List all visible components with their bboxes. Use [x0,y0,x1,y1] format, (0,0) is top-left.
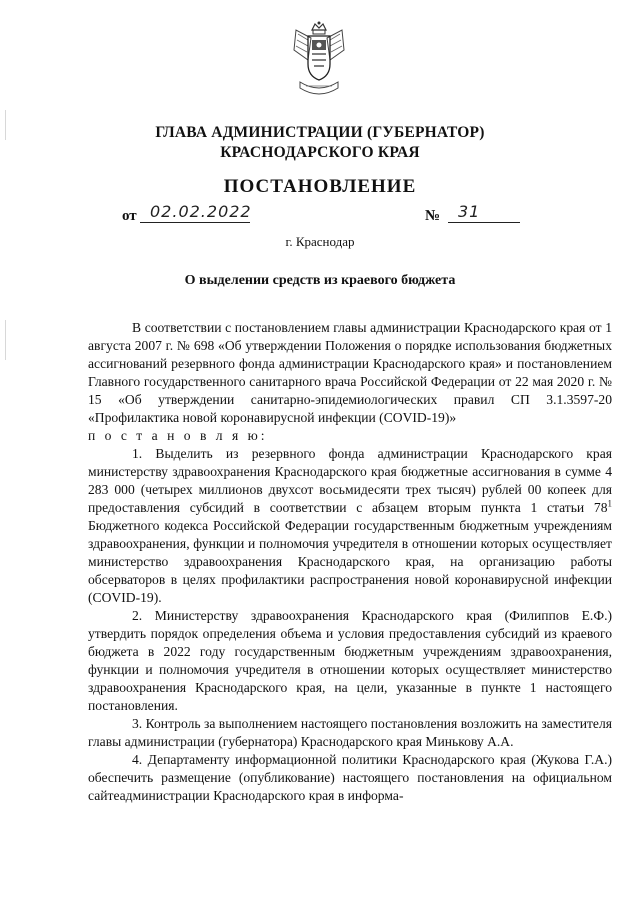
document-body [88,319,612,805]
paragraph-1-text-b: Бюджетного кодекса Российской Федерации государственным бюджетным учреждениям здравоохранения, функции и полномочия учредителя в отношении которых осуществляет министерство здравоохранения Краснодарского края, на организацию работы обсерваторов в целях профилактики распространения новой коронавирусной инфекции (COVID-19). [88,518,612,605]
number-underline [448,222,520,223]
scan-edge-mark [5,320,6,360]
intro-paragraph: В соответствии с постановлением главы администрации Краснодарского края от 1 августа 2007 г. № 698 «Об утверждении Положения о порядке использования бюджетных ассигнований резервного фонда администрации Краснодарского края» и постановлением Главного государственного санитарного врача Российской Федерации от 22 мая 2020 г. № 15 «Об утверждении санитарно-эпидемиологических правил СП 3.1.3597-20 «Профилактика новой коронавирусной инфекции (COVID-19)» [88,320,612,425]
paragraph-1 [88,445,612,607]
decree-word: п о с т а н о в л я ю: [88,428,268,443]
paragraph-2: 2. Министерству здравоохранения Краснодарского края (Филиппов Е.Ф.) утвердить порядок определения объема и условия предоставления субсидий из краевого бюджета в 2022 году государственным бюджетным учреждениям здравоохранения, функции и полномочия учредителя в отношении которых осуществляет министерство здравоохранения Краснодарского края, на цели, указанные в пункте 1 настоящего постановления. [88,608,612,713]
number-label: № [425,208,441,224]
document-subject: О выделении средств из краевого бюджета [184,273,456,288]
issuing-authority-line-1: ГЛАВА АДМИНИСТРАЦИИ (ГУБЕРНАТОР) [155,124,485,141]
article-superscript: 1 [607,498,612,509]
issuing-authority-line-2: КРАСНОДАРСКОГО КРАЯ [220,144,420,161]
date-label: от [122,208,137,224]
date-underline [140,222,250,223]
city-line: г. Краснодар [285,234,355,249]
paragraph-4: 4. Департаменту информационной политики Краснодарского края (Жукова Г.А.) обеспечить размещение (опубликование) настоящего постановления на официальном сайтеадминистрации Краснодарского края в информа- [88,752,612,803]
date-value-handwritten: 02.02.2022 [150,202,252,221]
number-value-handwritten: 31 [458,202,481,221]
paragraph-3: 3. Контроль за выполнением настоящего постановления возложить на заместителя главы администрации (губернатора) Краснодарского края Минькову А.А. [88,716,612,749]
document-type-title: ПОСТАНОВЛЕНИЕ [223,176,417,197]
paragraph-1-text-a: 1. Выделить из резервного фонда администрации Краснодарского края министерству здравоохранения Краснодарского края бюджетные ассигнования в сумме 4 283 000 (четырех миллионов двухсот восьмидесяти трех тысяч) рублей 00 копеек для предоставления субсидий в соответствии с абзацем вторым пункта 1 статьи 78 [88,446,612,515]
krasnodar-coat-of-arms-icon [286,20,352,100]
